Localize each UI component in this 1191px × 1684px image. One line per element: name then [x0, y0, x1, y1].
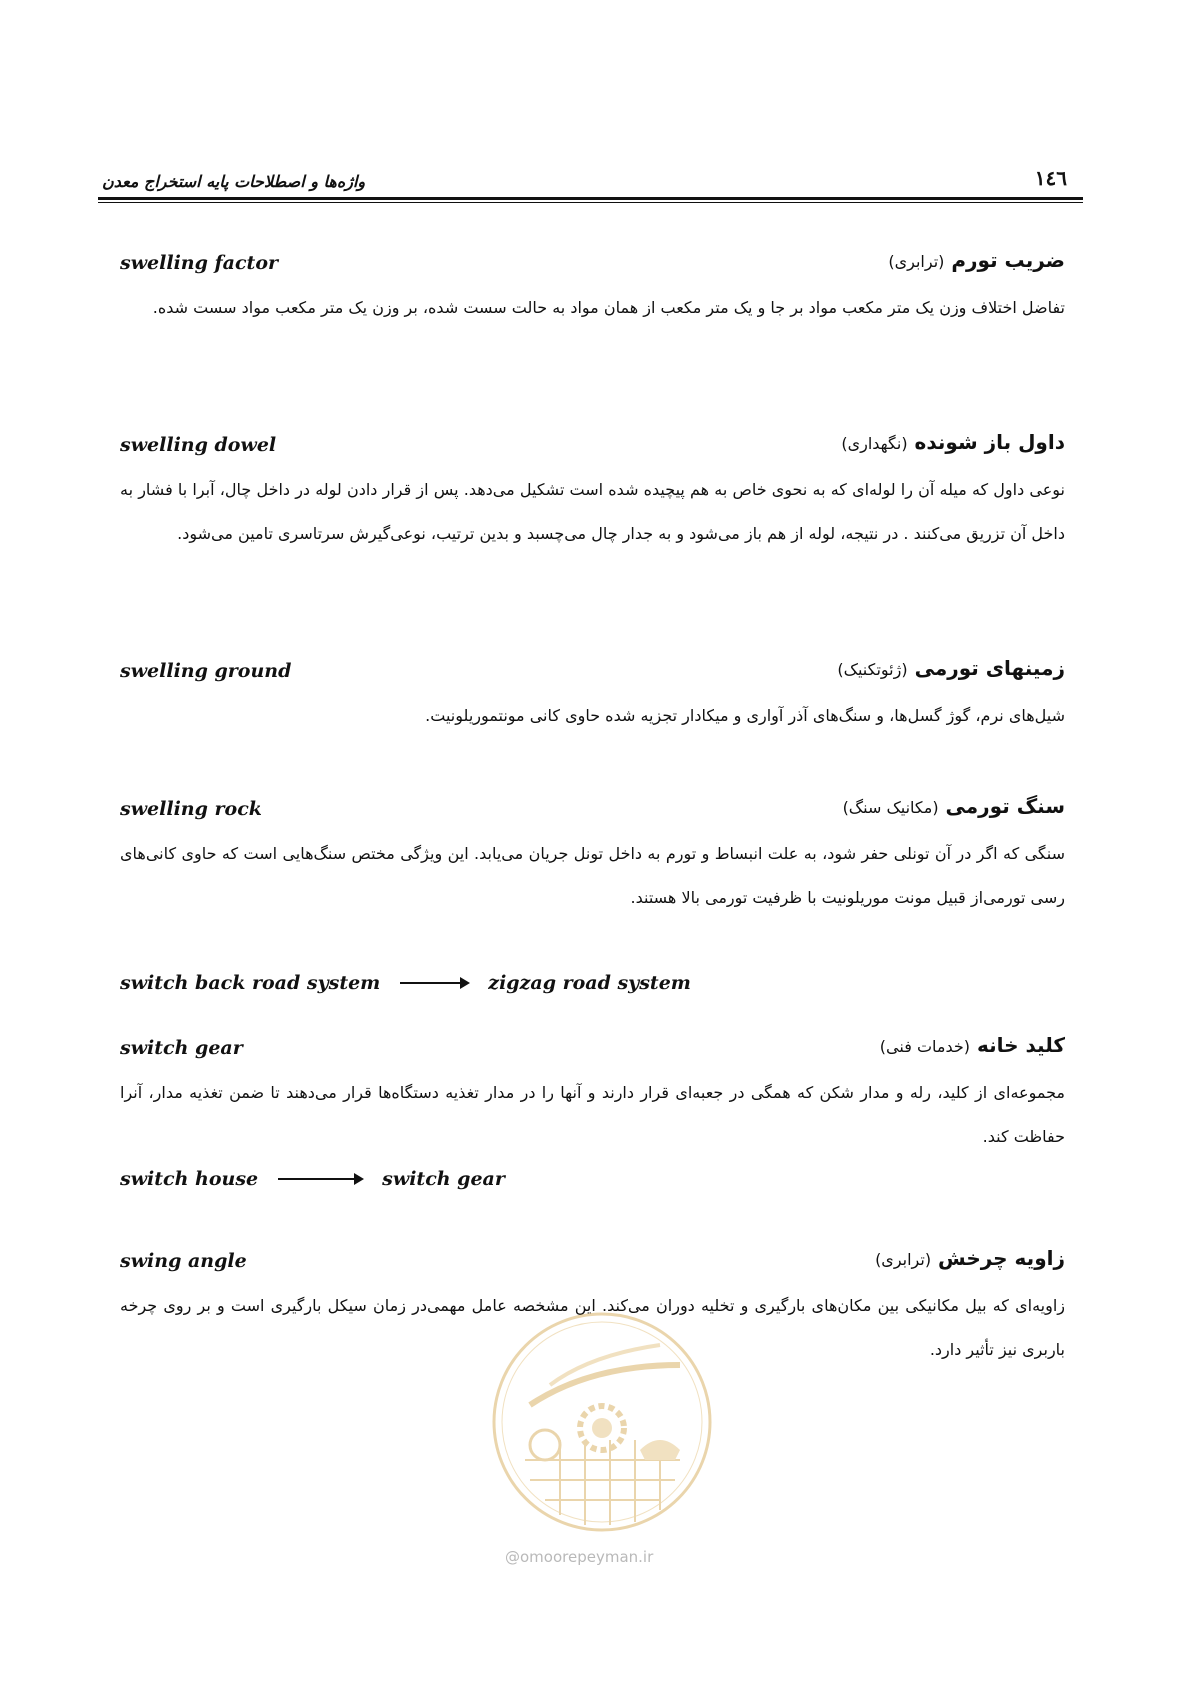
xref-from: switch back road system [120, 972, 381, 994]
watermark-url: @omoorepeyman.ir [505, 1548, 654, 1566]
definition: شیل‌های نرم، گوژ گسل‌ها، و سنگ‌های آذر آواری و میکادار تجزیه شده حاوی کانی مونتموریلونیت. [425, 706, 1065, 725]
term-english: swelling dowel [120, 434, 277, 456]
entry-swelling-ground [120, 656, 1065, 738]
definition: نوعی داول که میله آن را لوله‌ای که به نحوی خاص به هم پیچیده شده است تشکیل می‌دهد. پس از قرار دادن لوله در داخل چال، آبرا با فشار به داخل آن تزریق می‌کنند . در نتیجه، لوله از هم باز می‌شود و به جدار چال می‌چسبد و بدین ترتیب، نوعی‌گیرش سرتاسری تامین می‌شود. [120, 480, 1065, 543]
term-persian-text: داول باز شونده [914, 430, 1065, 454]
definition: زاویه‌ای که بیل مکانیکی بین مکان‌های بارگیری و تخلیه دوران می‌کند. این مشخصه عامل مهمی‌در زمان سیکل بارگیری است و بر روی چرخه باربری نیز تأثیر دارد. [120, 1296, 1065, 1359]
definition: مجموعه‌ای از کلید، رله و مدار شکن که همگی در جعبه‌ای قرار دارند و آنها را در مدار تغذیه دستگاه‌ها قرار می‌دهند تا ضمن تغذیه مدار، آنرا حفاظت کند. [120, 1083, 1065, 1146]
term-persian-text: زمینهای تورمی [914, 656, 1065, 680]
arrow-right-icon [278, 1178, 362, 1180]
term-field: (ترابری) [875, 1250, 932, 1269]
term-persian [880, 1033, 1065, 1057]
definition: تفاضل اختلاف وزن یک متر مکعب مواد بر جا و یک متر مکعب از همان مواد به حالت سست شده، بر وزن یک متر مکعب مواد سست شده. [152, 298, 1065, 317]
entry-swelling-factor [120, 248, 1065, 330]
term-persian [841, 430, 1065, 454]
header-rule [98, 197, 1083, 203]
cross-reference [120, 1168, 505, 1190]
term-persian-text: کلید خانه [976, 1033, 1065, 1057]
entry-swelling-rock [120, 794, 1065, 920]
term-field: (ژئوتکنیک) [837, 660, 908, 679]
term-english: swing angle [120, 1250, 247, 1272]
term-field: (ترابری) [888, 252, 945, 271]
entry-swelling-dowel [120, 430, 1065, 556]
term-english: swelling rock [120, 798, 262, 820]
xref-to: switch gear [382, 1168, 505, 1190]
term-persian [837, 656, 1065, 680]
arrow-right-icon [400, 982, 468, 984]
term-field: (نگهداری) [841, 434, 908, 453]
running-title: واژه‌ها و اصطلاحات پایه استخراج معدن [102, 172, 366, 191]
term-english: swelling ground [120, 660, 292, 682]
page-number: ۱٤٦ [1034, 166, 1067, 190]
watermark-logo-icon [490, 1310, 715, 1535]
entry-switch-gear [120, 1033, 1065, 1159]
term-persian-text: سنگ تورمی [945, 794, 1065, 818]
term-persian [888, 248, 1065, 272]
term-english: switch gear [120, 1037, 243, 1059]
term-field: (خدمات فنی) [879, 1037, 970, 1056]
term-field: (مکانیک سنگ) [842, 798, 939, 817]
term-english: swelling factor [120, 252, 279, 274]
term-persian [875, 1246, 1065, 1270]
xref-from: switch house [120, 1168, 259, 1190]
term-persian-text: ضریب تورم [951, 248, 1065, 272]
term-persian-text: زاویه چرخش [938, 1246, 1065, 1270]
cross-reference [120, 972, 691, 994]
xref-to: zigzag road system [488, 972, 691, 994]
term-persian [843, 794, 1065, 818]
definition: سنگی که اگر در آن تونلی حفر شود، به علت انبساط و تورم به داخل تونل جریان می‌یابد. این ویژگی مختص سنگ‌هایی است که حاوی کانی‌های رسی تورمی‌از قبیل مونت موریلونیت با ظرفیت تورمی بالا هستند. [120, 844, 1065, 907]
